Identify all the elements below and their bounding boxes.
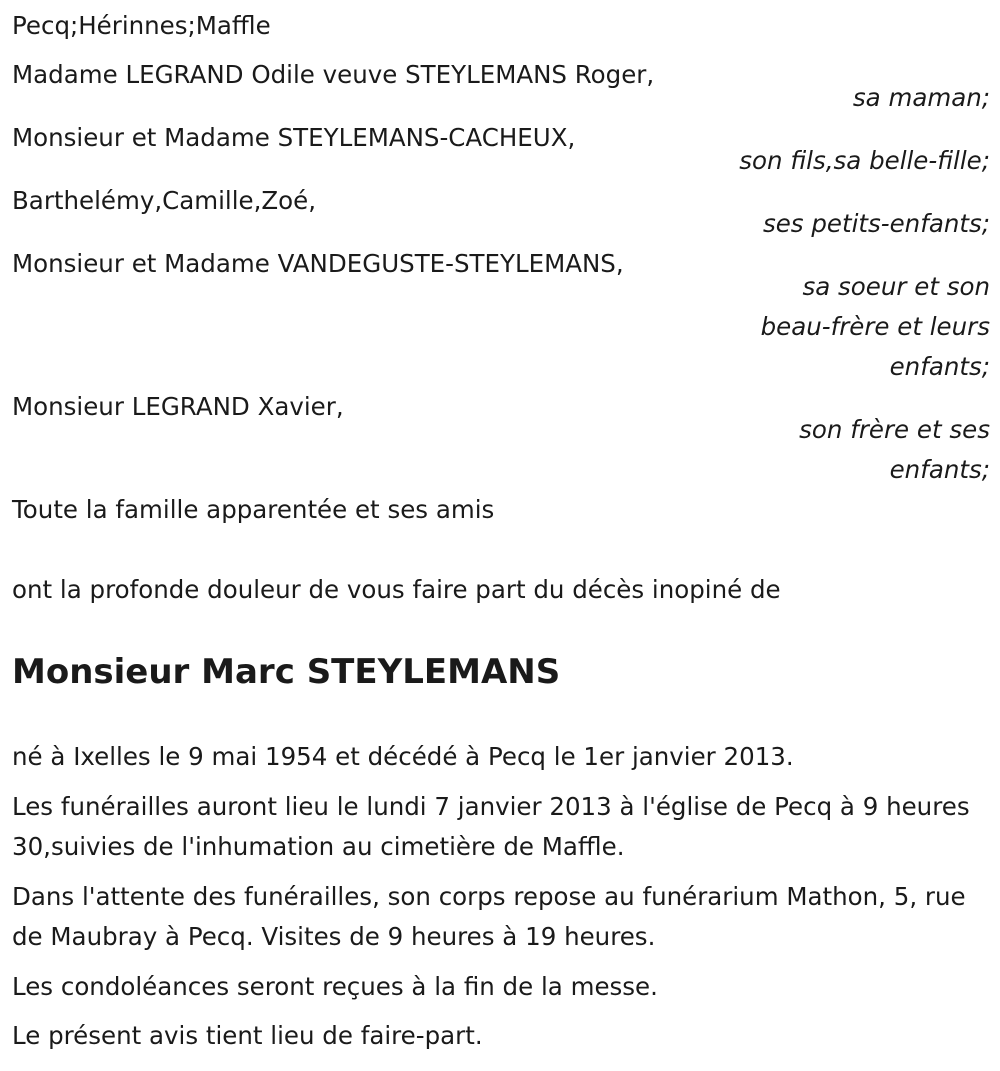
family-relation: beau-frère et leurs — [760, 312, 990, 341]
notice-line: Le présent avis tient lieu de faire-part. — [12, 1021, 483, 1050]
all-family-line: Toute la famille apparentée et ses amis — [12, 495, 495, 524]
funeral-paragraph: Les funérailles auront lieu le lundi 7 janvier 2013 à l'église de Pecq à 9 heures 30,suivies de l'inhumation au cimetière de Maffle. — [12, 792, 970, 861]
birth-death-line: né à Ixelles le 9 mai 1954 et décédé à Pecq le 1er janvier 2013. — [12, 742, 794, 771]
family-relation: sa maman; — [852, 83, 990, 112]
family-relation: ses petits-enfants; — [762, 209, 990, 238]
family-member-names: Barthelémy,Camille,Zoé, — [12, 186, 317, 215]
family-member-names: Monsieur et Madame STEYLEMANS-CACHEUX, — [12, 123, 576, 152]
announcement-line: ont la profonde douleur de vous faire part du décès inopiné de — [12, 575, 781, 604]
family-relation: enfants; — [889, 455, 990, 484]
family-member-names: Madame LEGRAND Odile veuve STEYLEMANS Roger, — [12, 60, 655, 89]
family-member-names: Monsieur LEGRAND Xavier, — [12, 392, 344, 421]
family-relation: son fils,sa belle-fille; — [739, 146, 990, 175]
places-header: Pecq;Hérinnes;Maffle — [12, 11, 271, 40]
family-relation: sa soeur et son — [802, 272, 990, 301]
deceased-name: Monsieur Marc STEYLEMANS — [12, 652, 561, 692]
family-relation: son frère et ses — [799, 415, 990, 444]
funerarium-paragraph: Dans l'attente des funérailles, son corps repose au funérarium Mathon, 5, rue de Maubray à Pecq. Visites de 9 heures à 19 heures. — [12, 882, 966, 951]
family-member-names: Monsieur et Madame VANDEGUSTE-STEYLEMANS, — [12, 249, 624, 278]
family-relation: enfants; — [889, 352, 990, 381]
condolences-line: Les condoléances seront reçues à la fin de la messe. — [12, 972, 658, 1001]
